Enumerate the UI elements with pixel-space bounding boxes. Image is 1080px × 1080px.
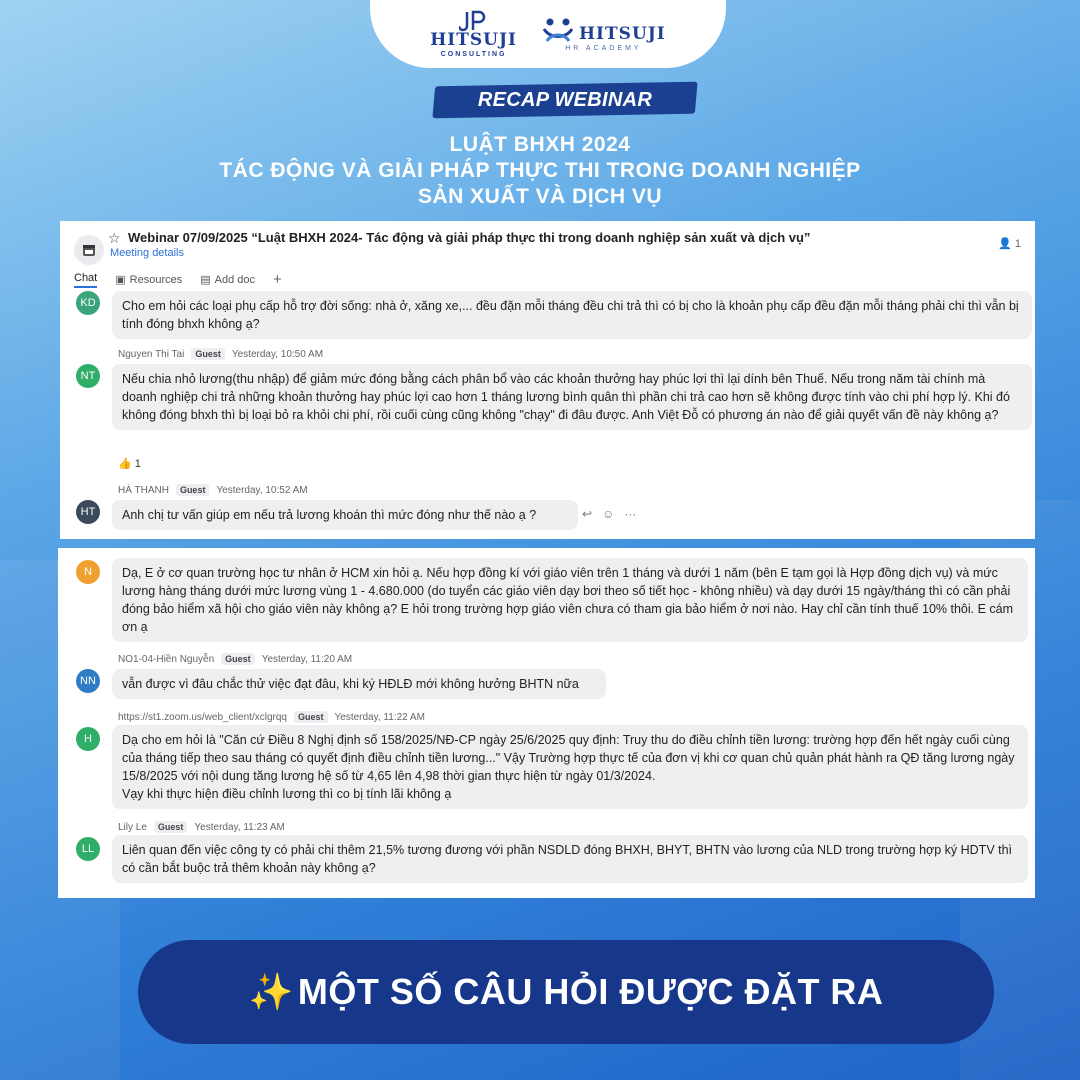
plus-icon[interactable]: + [273, 271, 282, 288]
message-meta [118, 348, 323, 360]
meeting-title: Webinar 07/09/2025 “Luật BHXH 2024- Tác động và giải pháp thực thi trong doanh nghiệp sản xuất và dịch vụ” [128, 230, 811, 245]
bottom-banner [138, 940, 994, 1044]
logo-name: HITSUJI [579, 23, 666, 44]
avatar: H [76, 727, 100, 751]
hitsuji-consulting-mark-icon [459, 10, 489, 32]
timestamp: Yesterday, 11:20 AM [261, 653, 353, 665]
message-bubble: Dạ cho em hỏi là "Căn cứ Điều 8 Nghị định số 158/2025/NĐ-CP ngày 25/6/2025 quy định: Truy thu do điều chỉnh tiền lương: trường hợp đến hết ngày cuối cùng của tháng tiếp theo sau tháng có quyết định điều chỉnh tiền lương..." Vậy Trường hợp thực tế của đơn vị khi cơ quan chủ quản phát hành ra QĐ tăng lương ngày 15/8/2025 với nội dung tăng lương hệ số từ 4,65 lên 4,98 thời gian thực hiện từ ngày 01/3/2024. Vạy khi thực hiện điều chỉnh lương thì co bị tính lãi không ạ [112, 725, 1028, 809]
tab-add-doc[interactable] [200, 273, 255, 286]
chat-panel-2 [58, 548, 1035, 898]
recap-banner: RECAP WEBINAR [477, 88, 653, 111]
guest-badge: Guest [154, 821, 188, 833]
tab-label: Resources [129, 273, 183, 286]
reaction-thumbs-up[interactable]: 👍 1 [118, 458, 141, 470]
message-meta [118, 484, 308, 496]
avatar: NN [76, 669, 100, 693]
avatar: HT [76, 500, 100, 524]
emoji-icon[interactable]: ☺ [602, 507, 615, 521]
people-icon: 👤 [998, 238, 1012, 250]
avatar: N [76, 560, 100, 584]
logo-subtitle: HR ACADEMY [565, 44, 642, 52]
logo-header [370, 0, 726, 68]
timestamp: Yesterday, 10:52 AM [216, 484, 308, 496]
sender-name: Lily Le [118, 821, 147, 833]
sender-name: NO1-04-Hiền Nguyễn [118, 653, 215, 665]
message-actions [582, 507, 636, 521]
guest-badge: Guest [191, 348, 225, 360]
message-bubble: Cho em hỏi các loại phụ cấp hỗ trợ đời sống: nhà ở, xăng xe,... đều đặn mỗi tháng đều chi trả thì có bị cho là khoản phụ cấp đều đặn mỗi tháng phải chi thì vẫn bị tính đóng bhxh không ạ? [112, 291, 1032, 339]
title-line: LUẬT BHXH 2024 [449, 133, 631, 156]
hitsuji-consulting-logo [430, 10, 517, 58]
timestamp: Yesterday, 11:22 AM [334, 711, 425, 723]
tab-label: Add doc [214, 273, 256, 286]
logo-subtitle: CONSULTING [440, 51, 507, 58]
chat-tabs [74, 271, 282, 288]
hitsuji-academy-mark-icon [541, 17, 575, 43]
bottom-banner-text: MỘT SỐ CÂU HỎI ĐƯỢC ĐẶT RA [297, 971, 884, 1012]
calendar-icon[interactable] [74, 235, 104, 265]
chat-panel-1 [60, 221, 1035, 539]
title-line: TÁC ĐỘNG VÀ GIẢI PHÁP THỰC THI TRONG DOANH NGHIỆP [219, 159, 861, 182]
avatar: KD [76, 291, 100, 315]
sender-name: Nguyen Thi Tai [118, 348, 185, 360]
logo-name: HITSUJI [430, 30, 517, 50]
add-doc-icon: ▤ [200, 274, 211, 286]
message-meta [118, 821, 285, 833]
avatar: NT [76, 364, 100, 388]
sender-name: https://st1.zoom.us/web_client/xclgrqq [118, 711, 287, 723]
avatar: LL [76, 837, 100, 861]
sparkle-icon: ✨ [248, 971, 294, 1012]
guest-badge: Guest [294, 711, 328, 723]
message-bubble: Anh chị tư vấn giúp em nếu trả lương khoán thì mức đóng như thế nào ạ ? [112, 500, 578, 530]
participant-count: 1 [1014, 238, 1021, 250]
message-bubble: Liên quan đến việc công ty có phải chi thêm 21,5% tương đương với phần NSDLD đóng BHXH, BHYT, BHTN vào lương của NLD trong trường hợp ký HDTV thì có cần bắt buộc trả thêm khoản này không ạ? [112, 835, 1028, 883]
meeting-details-link[interactable]: Meeting details [110, 247, 184, 259]
timestamp: Yesterday, 10:50 AM [231, 348, 324, 360]
title-line: SẢN XUẤT VÀ DỊCH VỤ [417, 185, 663, 208]
hitsuji-hr-academy-logo [541, 17, 666, 52]
timestamp: Yesterday, 11:23 AM [194, 821, 285, 833]
guest-badge: Guest [176, 484, 210, 496]
star-icon[interactable]: ☆ [108, 230, 121, 246]
participants-count[interactable] [998, 237, 1021, 250]
message-bubble: vẫn được vì đâu chắc thử việc đạt đâu, khi ký HĐLĐ mới không hưởng BHTN nữa [112, 669, 606, 699]
resources-icon: ▣ [115, 274, 126, 286]
message-meta [118, 653, 352, 665]
message-bubble: Dạ, E ở cơ quan trường học tư nhân ở HCM xin hỏi ạ. Nếu hợp đồng kí với giáo viên trên 1 tháng và dưới 1 năm (bên E tạm gọi là Hợp đồng dịch vụ) và mức lương hàng tháng dưới mức lương vùng 1 - 4.680.000 (do tuyển các giáo viên dạy bơi theo số tiết học - không nhiều) và dạy dưới 15 ngày/tháng thì có cần phải đóng bảo hiểm xã hội cho giáo viên này không ạ? E hỏi trong trường hợp giáo viên chưa có tham gia bảo hiểm ở nơi nào. Hay chỉ cần tính thuế 10% thôi. E cám ơn ạ [112, 558, 1028, 642]
guest-badge: Guest [221, 653, 255, 665]
reply-icon[interactable]: ↩ [582, 507, 593, 521]
sender-name: HÀ THANH [118, 484, 169, 496]
tab-chat[interactable]: Chat [74, 272, 97, 288]
more-icon[interactable]: ··· [624, 507, 637, 521]
message-bubble: Nếu chia nhỏ lương(thu nhập) để giảm mức đóng bằng cách phân bổ vào các khoản thưởng hay phúc lợi thì lại dính bên Thuế. Nếu trong năm tài chính mà doanh nghiệp chi trả những khoản thưởng hay phúc lợi cao hơn 1 tháng lương bình quân thì phần chi trả cao hơn sẽ không được tính vào chi phí hợp lý. Khi đó không đóng bhxh thì bị loại bỏ ra khỏi chi phí, rồi cuối cùng cũng không "chạy" đi đâu được. Anh Việt Đỗ có phương án nào để giải quyết vấn đề này không ạ? [112, 364, 1032, 430]
webinar-title [0, 132, 1080, 210]
message-meta [118, 711, 425, 723]
tab-resources[interactable] [115, 273, 182, 286]
chat-header [60, 221, 1035, 291]
